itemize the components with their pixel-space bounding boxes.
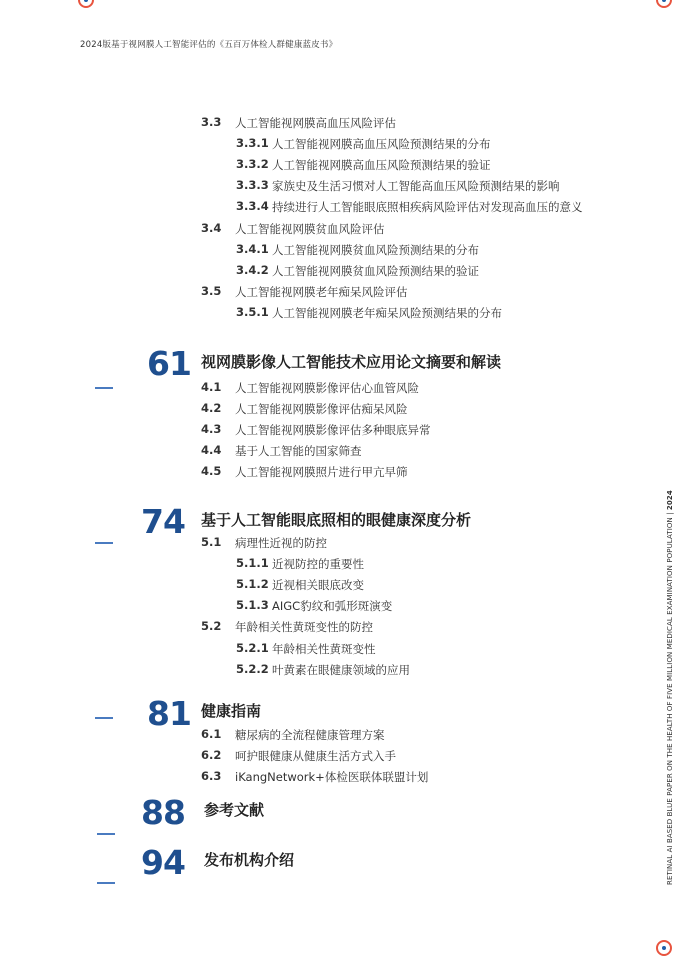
section-number: 4.5 [201,464,222,478]
section-title: AIGC豹纹和弧形斑演变 [272,599,393,613]
section-title: 糖尿病的全流程健康管理方案 [235,728,385,742]
section-number: 6.3 [201,769,222,783]
section-number: 4.4 [201,443,222,457]
section-number: 5.2.1 [236,641,269,655]
section-title: 人工智能视网膜贫血风险预测结果的验证 [272,264,479,278]
corner-mark-top-left [78,0,94,8]
section-title: 人工智能视网膜贫血风险预测结果的分布 [272,243,479,257]
chapter-page-number[interactable]: 88 [141,793,185,832]
side-caption-text: RETINAL AI BASED BLUE PAPER ON THE HEALTH OF FIVE MILLION MEDICAL EXAMINATION POPULATION [666,517,674,885]
section-number: 3.4.1 [236,242,269,256]
section-title: 病理性近视的防控 [235,536,327,550]
chapter-title[interactable]: 视网膜影像人工智能技术应用论文摘要和解读 [201,353,502,371]
section-title: 年龄相关性黄斑变性 [272,642,376,656]
section-number: 5.2.2 [236,662,269,676]
section-number: 4.2 [201,401,222,415]
section-number: 6.2 [201,748,222,762]
section-number: 5.1 [201,535,222,549]
section-number: 3.3.3 [236,178,269,192]
section-number: 3.3.1 [236,136,269,150]
section-number: 3.3.2 [236,157,269,171]
section-title: 人工智能视网膜影像评估痴呆风险 [235,402,408,416]
chapter-rule [95,717,113,719]
section-number: 5.1.3 [236,598,269,612]
chapter-rule [95,387,113,389]
section-title: 人工智能视网膜老年痴呆风险预测结果的分布 [272,306,502,320]
chapter-page-number[interactable]: 61 [147,344,191,383]
side-caption-separator: | [666,512,674,515]
section-number: 4.1 [201,380,222,394]
page-header: 2024版基于视网膜人工智能评估的《五百万体检人群健康蓝皮书》 [80,40,338,50]
chapter-page-number[interactable]: 81 [147,694,191,733]
section-number: 4.3 [201,422,222,436]
section-number: 5.1.1 [236,556,269,570]
section-title: 人工智能视网膜贫血风险评估 [235,222,385,236]
section-number: 6.1 [201,727,222,741]
section-title: 近视相关眼底改变 [272,578,364,592]
section-title: 人工智能视网膜老年痴呆风险评估 [235,285,408,299]
chapter-title[interactable]: 发布机构介绍 [204,851,295,869]
side-caption [666,490,674,885]
chapter-rule [97,882,115,884]
chapter-title[interactable]: 基于人工智能眼底照相的眼健康深度分析 [201,511,472,529]
chapter-page-number[interactable]: 74 [141,502,185,541]
section-number: 3.5 [201,284,222,298]
side-caption-year: 2024 [666,490,674,511]
chapter-page-number[interactable]: 94 [141,843,185,882]
section-number: 3.4 [201,221,222,235]
section-title: 近视防控的重要性 [272,557,364,571]
section-title: 人工智能视网膜高血压风险预测结果的分布 [272,137,491,151]
section-title: iKangNetwork+体检医联体联盟计划 [235,770,429,784]
section-title: 人工智能视网膜影像评估多种眼底异常 [235,423,431,437]
chapter-title[interactable]: 健康指南 [201,702,262,720]
chapter-rule [97,833,115,835]
chapter-title[interactable]: 参考文献 [204,801,265,819]
section-title: 人工智能视网膜影像评估心血管风险 [235,381,419,395]
section-title: 人工智能视网膜高血压风险评估 [235,116,396,130]
section-title: 人工智能视网膜高血压风险预测结果的验证 [272,158,491,172]
section-number: 3.5.1 [236,305,269,319]
section-title: 基于人工智能的国家筛查 [235,444,362,458]
section-number: 3.3 [201,115,222,129]
chapter-rule [95,542,113,544]
section-number: 5.2 [201,619,222,633]
section-title: 家族史及生活习惯对人工智能高血压风险预测结果的影响 [272,179,560,193]
section-number: 3.3.4 [236,199,269,213]
section-title: 人工智能视网膜照片进行甲亢早筛 [235,465,408,479]
corner-mark-top-right [656,0,672,8]
corner-mark-bottom-right [656,940,672,956]
section-number: 3.4.2 [236,263,269,277]
section-number: 5.1.2 [236,577,269,591]
section-title: 呵护眼健康从健康生活方式入手 [235,749,396,763]
section-title: 叶黄素在眼健康领域的应用 [272,663,410,677]
section-title: 持续进行人工智能眼底照相疾病风险评估对发现高血压的意义 [272,200,583,214]
section-title: 年龄相关性黄斑变性的防控 [235,620,373,634]
